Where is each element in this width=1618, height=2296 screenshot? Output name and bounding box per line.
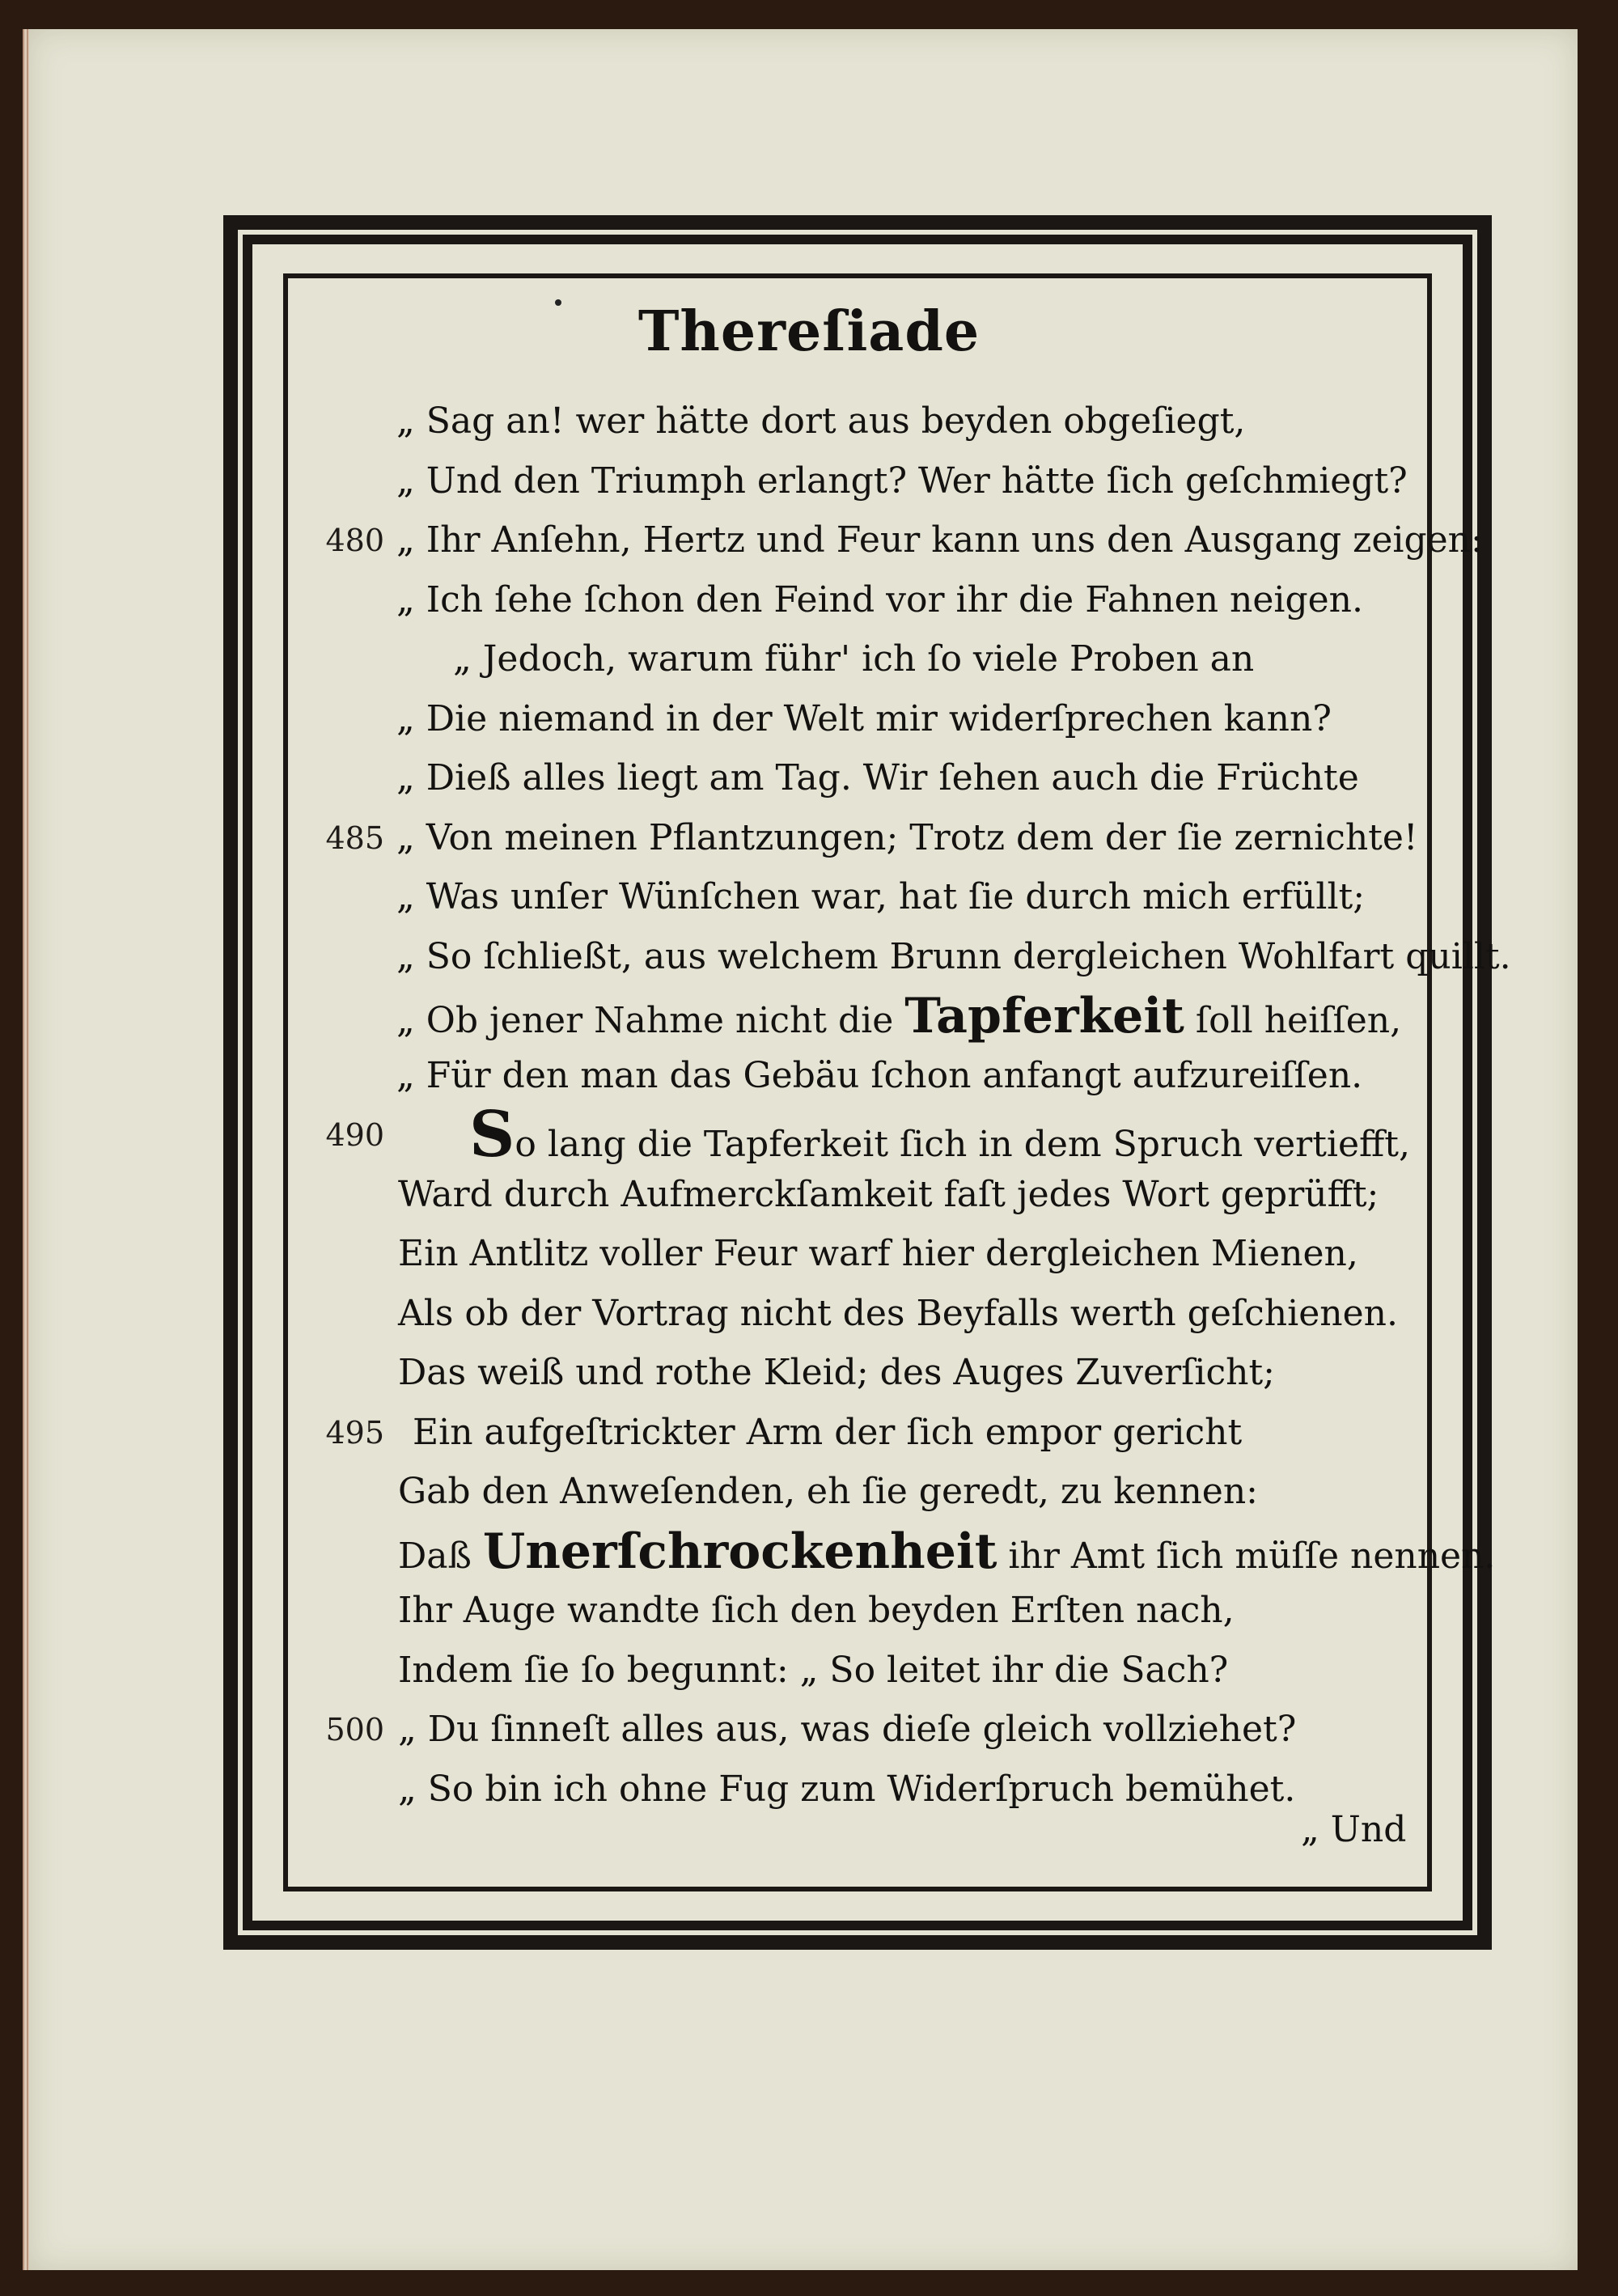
verse-line: „ Du ſinneſt alles aus, was dieſe gleich vollziehet?: [398, 1709, 1297, 1750]
line-number: 500: [325, 1712, 384, 1747]
verse-line: „ Ihr Anſehn, Hertz und Feur kann uns den Ausgang zeigen:: [396, 519, 1483, 561]
verse-line: „ Die niemand in der Welt mir widerſprechen kann?: [396, 697, 1332, 739]
line-number: 490: [325, 1117, 384, 1153]
verse-text: o lang die Tapferkeit ſich in dem Spruch vertiefft,: [515, 1124, 1410, 1165]
emphasized-word: Tapferkeit: [904, 988, 1184, 1044]
line-number: 495: [325, 1414, 384, 1451]
verse-line: Ihr Auge wandte ſich den beyden Erſten nach,: [398, 1590, 1235, 1631]
verse-line: [398, 1523, 1495, 1580]
verse-line: Ward durch Aufmerckſamkeit faſt jedes Wort geprüfft;: [398, 1173, 1379, 1215]
verse-text: ihr Amt ſich müſſe nennen.: [997, 1535, 1496, 1577]
verse-line: „ Sag an! wer hätte dort aus beyden obgeſiegt,: [396, 400, 1246, 442]
verse-text: ſoll heiſſen,: [1184, 1000, 1402, 1041]
verse-line: Indem ſie ſo begunnt: „ So leitet ihr die Sach?: [398, 1649, 1229, 1691]
verse-line: „ So ſchließt, aus welchem Brunn dergleichen Wohlfart quillt.: [396, 935, 1511, 977]
verse-line: Als ob der Vortrag nicht des Beyfalls werth geſchienen.: [398, 1292, 1398, 1334]
verse-line: „ Was unſer Wünſchen war, hat ſie durch mich erfüllt;: [396, 876, 1366, 917]
verse-line: [469, 1098, 1410, 1171]
catchword: „ Und: [1301, 1809, 1407, 1850]
initial-letter: S: [469, 1098, 515, 1171]
line-number: 480: [325, 523, 384, 558]
verse-line: Das weiß und rothe Kleid; des Auges Zuverſicht;: [398, 1352, 1275, 1393]
verse-line: „ Jedoch, warum führ' ich ſo viele Proben an: [453, 638, 1255, 680]
verse-line: [396, 988, 1401, 1044]
emphasized-word: Unerſchrockenheit: [482, 1523, 997, 1580]
verse-line: „ Ich ſehe ſchon den Feind vor ihr die Fahnen neigen.: [396, 578, 1364, 621]
verse-line: „ Dieß alles liegt am Tag. Wir ſehen auch die Früchte: [396, 757, 1359, 799]
running-head: Thereſiade: [637, 299, 981, 364]
verse-line: „ So bin ich ohne Fug zum Widerſpruch bemühet.: [398, 1768, 1296, 1810]
verse-line: „ Von meinen Pflantzungen; Trotz dem der ſie zernichte!: [396, 816, 1418, 858]
verse-line: Ein Antlitz voller Feur warf hier dergleichen Mienen,: [398, 1233, 1358, 1274]
verse-line: Ein aufgeſtrickter Arm der ſich empor gericht: [413, 1411, 1243, 1453]
verse-line: „ Und den Triumph erlangt? Wer hätte ſich geſchmiegt?: [396, 460, 1408, 502]
line-number: 485: [325, 820, 384, 856]
verse-line: Gab den Anweſenden, eh ſie geredt, zu kennen:: [398, 1471, 1258, 1512]
verse-text: „ Ob jener Nahme nicht die: [396, 1000, 905, 1041]
verse-text: Daß: [398, 1535, 483, 1577]
verse-line: „ Für den man das Gebäu ſchon anfangt aufzureiſſen.: [396, 1054, 1363, 1096]
